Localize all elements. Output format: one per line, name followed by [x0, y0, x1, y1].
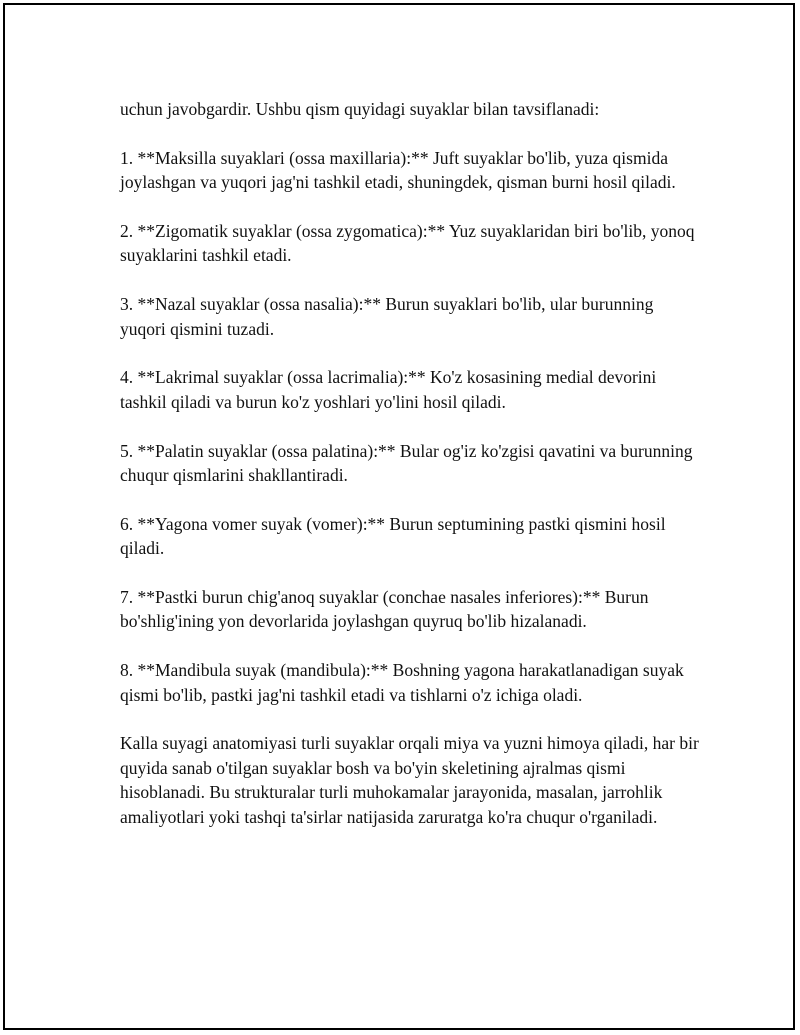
- list-item-lacrimal: 4. **Lakrimal suyaklar (ossa lacrimalia):** Ko'z kosasining medial devorini tashkil qiladi va burun ko'z yoshlari yo'lini hosil qiladi.: [120, 367, 657, 412]
- list-item-maxilla: 1. **Maksilla suyaklari (ossa maxillaria):** Juft suyaklar bo'lib, yuza qismida joylashgan va yuqori jag'ni tashkil etadi, shuningdek, qisman burni hosil qiladi.: [120, 147, 676, 193]
- list-item-vomer: 6. **Yagona vomer suyak (vomer):** Burun septumining pastki qismini hosil qiladi.: [120, 513, 666, 559]
- document-page: [3, 3, 795, 1030]
- conclusion-paragraph: Kalla suyagi anatomiyasi turli suyaklar orqali miya va yuzni himoya qiladi, har bir quyida sanab o'tilgan suyaklar bosh va bo'yin skeletining ajralmas qismi hisoblanadi. Bu strukturalar turli muhokamalar jarayonida, masalan, jarrohlik amaliyotlari yoki tashqi ta'sirlar natijasida zaruratga ko'ra chuqur o'rganiladi.: [120, 733, 699, 827]
- list-item-mandible: 8. **Mandibula suyak (mandibula):** Boshning yagona harakatlanadigan suyak qismi bo'lib, pastki jag'ni tashkil etadi va tishlarni o'z ichiga oladi.: [120, 660, 684, 705]
- list-item-palatine: 5. **Palatin suyaklar (ossa palatina):** Bular og'iz ko'zgisi qavatini va burunning chuqur qismlarini shakllantiradi.: [120, 440, 693, 486]
- list-item-inferior-conchae: 7. **Pastki burun chig'anoq suyaklar (conchae nasales inferiores):** Burun bo'shlig'ining yon devorlarida joylashgan quyruq bo'lib hizalanadi.: [120, 587, 649, 632]
- list-item-zygomatic: 2. **Zigomatik suyaklar (ossa zygomatica):** Yuz suyaklaridan biri bo'lib, yonoq suyaklarini tashkil etadi.: [120, 221, 695, 266]
- list-item-nasal: 3. **Nazal suyaklar (ossa nasalia):** Burun suyaklari bo'lib, ular burunning yuqori qismini tuzadi.: [120, 294, 654, 339]
- intro-paragraph: uchun javobgardir. Ushbu qism quyidagi suyaklar bilan tavsiflanadi:: [120, 99, 600, 119]
- document-body: [120, 97, 700, 853]
